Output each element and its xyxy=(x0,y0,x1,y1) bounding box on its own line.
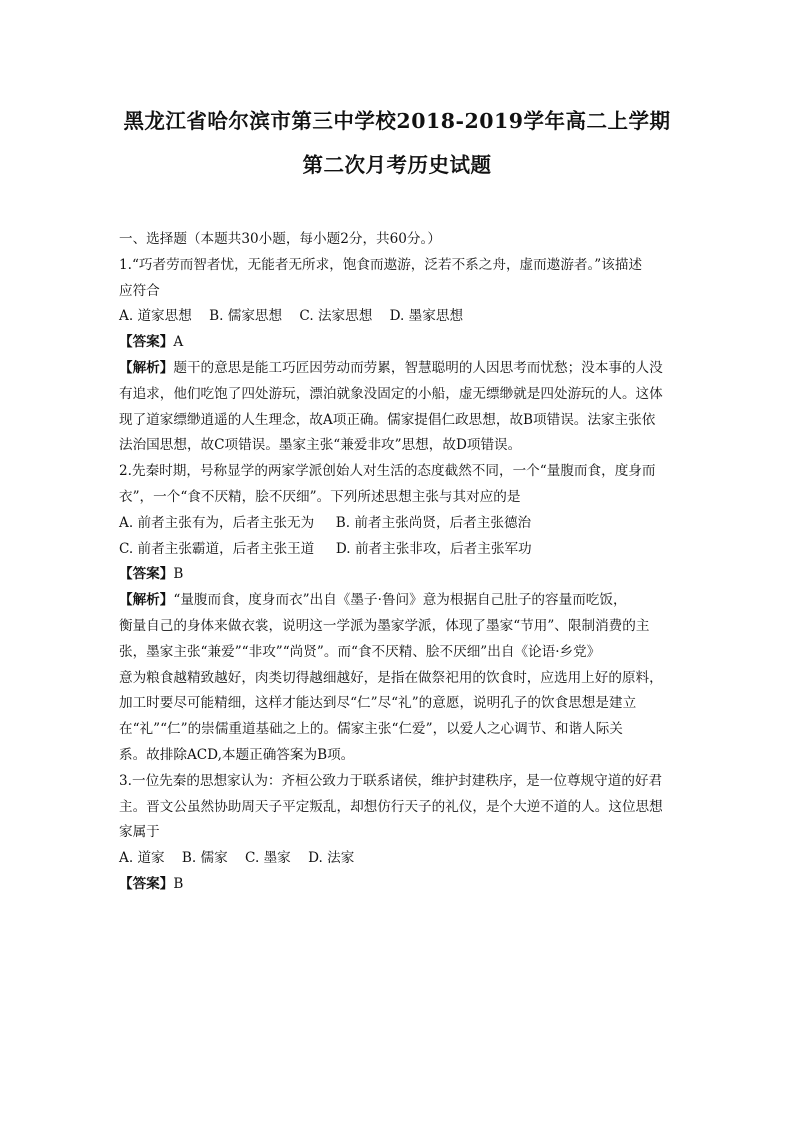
question-2-stem-line: 2.先秦时期，号称显学的两家学派创始人对生活的态度截然不同，一个“量腹而食，度身而 xyxy=(119,463,656,480)
question-3-stem-line: 3.一位先秦的思想家认为：齐桓公致力于联系诸侯，维护封建秩序，是一位尊规守道的好君 xyxy=(119,772,663,789)
question-2-answer xyxy=(119,562,679,588)
question-1-stem-line: 1.“巧者劳而智者忧，无能者无所求，饱食而遨游，泛若不系之舟，虚而遨游者。”该描述 xyxy=(119,256,643,273)
question-1-analysis-line: 现了道家缥缈逍遥的人生理念，故A项正确。儒家提倡仁政思想，故B项错误。法家主张依 xyxy=(119,411,656,428)
question-3-stem-line: 家属于 xyxy=(119,824,160,841)
answer-label: 【答案】 xyxy=(119,875,174,892)
analysis-text: 题干的意思是能工巧匠因劳动而劳累，智慧聪明的人因思考而忧愁；没本事的人没 xyxy=(173,359,663,376)
section-heading: 一、选择题（本题共30小题，每小题2分，共60分。） xyxy=(119,231,441,247)
question-2-analysis-line: 在“礼”“仁”的崇儒重道基础之上的。儒家主张“仁爱”，以爱人之心调节、和谐人际关 xyxy=(119,721,623,738)
answer-label: 【答案】 xyxy=(119,566,174,583)
answer-value: B xyxy=(173,566,184,583)
question-2-analysis-line: 张，墨家主张“兼爱”“非攻”“尚贤”。而“食不厌精、脍不厌细”出自《论语·乡党》 xyxy=(119,643,601,660)
question-3-options: A. 道家 B. 儒家 C. 墨家 D. 法家 xyxy=(119,850,355,867)
question-2-analysis-line: 衡量自己的身体来做衣裳，说明这一学派为墨家学派，体现了墨家“节用”、限制消费的主 xyxy=(119,617,650,634)
question-2-analysis-line: 意为粮食越精致越好，肉类切得越细越好，是指在做祭祀用的饮食时，应选用上好的原料， xyxy=(119,669,663,686)
document-title-line2: 第二次月考历史试题 xyxy=(302,153,492,177)
question-1-analysis-line xyxy=(119,356,679,382)
question-1-answer xyxy=(119,330,679,356)
question-2-analysis-line: 加工时要尽可能精细，这样才能达到尽“仁”尽“礼”的意愿，说明孔子的饮食思想是建立 xyxy=(119,695,637,712)
answer-value: B xyxy=(173,875,184,892)
question-2-options: A. 前者主张有为，后者主张无为 B. 前者主张尚贤，后者主张德治 xyxy=(119,514,532,531)
answer-value: A xyxy=(173,334,184,351)
answer-label: 【答案】 xyxy=(119,334,174,351)
question-1-analysis-line: 有追求，他们吃饱了四处游玩，漂泊就象没固定的小船，虚无缥缈就是四处游玩的人。这体 xyxy=(119,385,663,402)
analysis-label: 【解析】 xyxy=(119,359,174,376)
question-1-analysis-line: 法治国思想，故C项错误。墨家主张“兼爱非攻”思想，故D项错误。 xyxy=(119,437,522,454)
question-1-options: A. 道家思想 B. 儒家思想 C. 法家思想 D. 墨家思想 xyxy=(119,308,464,325)
document-body xyxy=(119,227,679,898)
question-2-analysis-line: 系。故排除ACD,本题正确答案为B项。 xyxy=(119,746,355,763)
question-3-answer xyxy=(119,872,679,898)
analysis-label: 【解析】 xyxy=(119,592,174,609)
question-2-stem-line: 衣”，一个“食不厌精，脍不厌细”。下列所述思想主张与其对应的是 xyxy=(119,488,521,505)
question-2-options: C. 前者主张霸道，后者主张王道 D. 前者主张非攻，后者主张军功 xyxy=(119,540,532,557)
question-1-stem-line: 应符合 xyxy=(119,282,160,299)
question-3-stem-line: 主。晋文公虽然协助周天子平定叛乱，却想仿行天子的礼仪，是个大逆不道的人。这位思想 xyxy=(119,798,663,815)
document-title-line1: 黑龙江省哈尔滨市第三中学校2018-2019学年高二上学期 xyxy=(123,109,671,133)
analysis-text: “量腹而食，度身而衣”出自《墨子·鲁问》意为根据自己肚子的容量而吃饭， xyxy=(173,592,627,609)
question-2-analysis-line xyxy=(119,588,679,614)
